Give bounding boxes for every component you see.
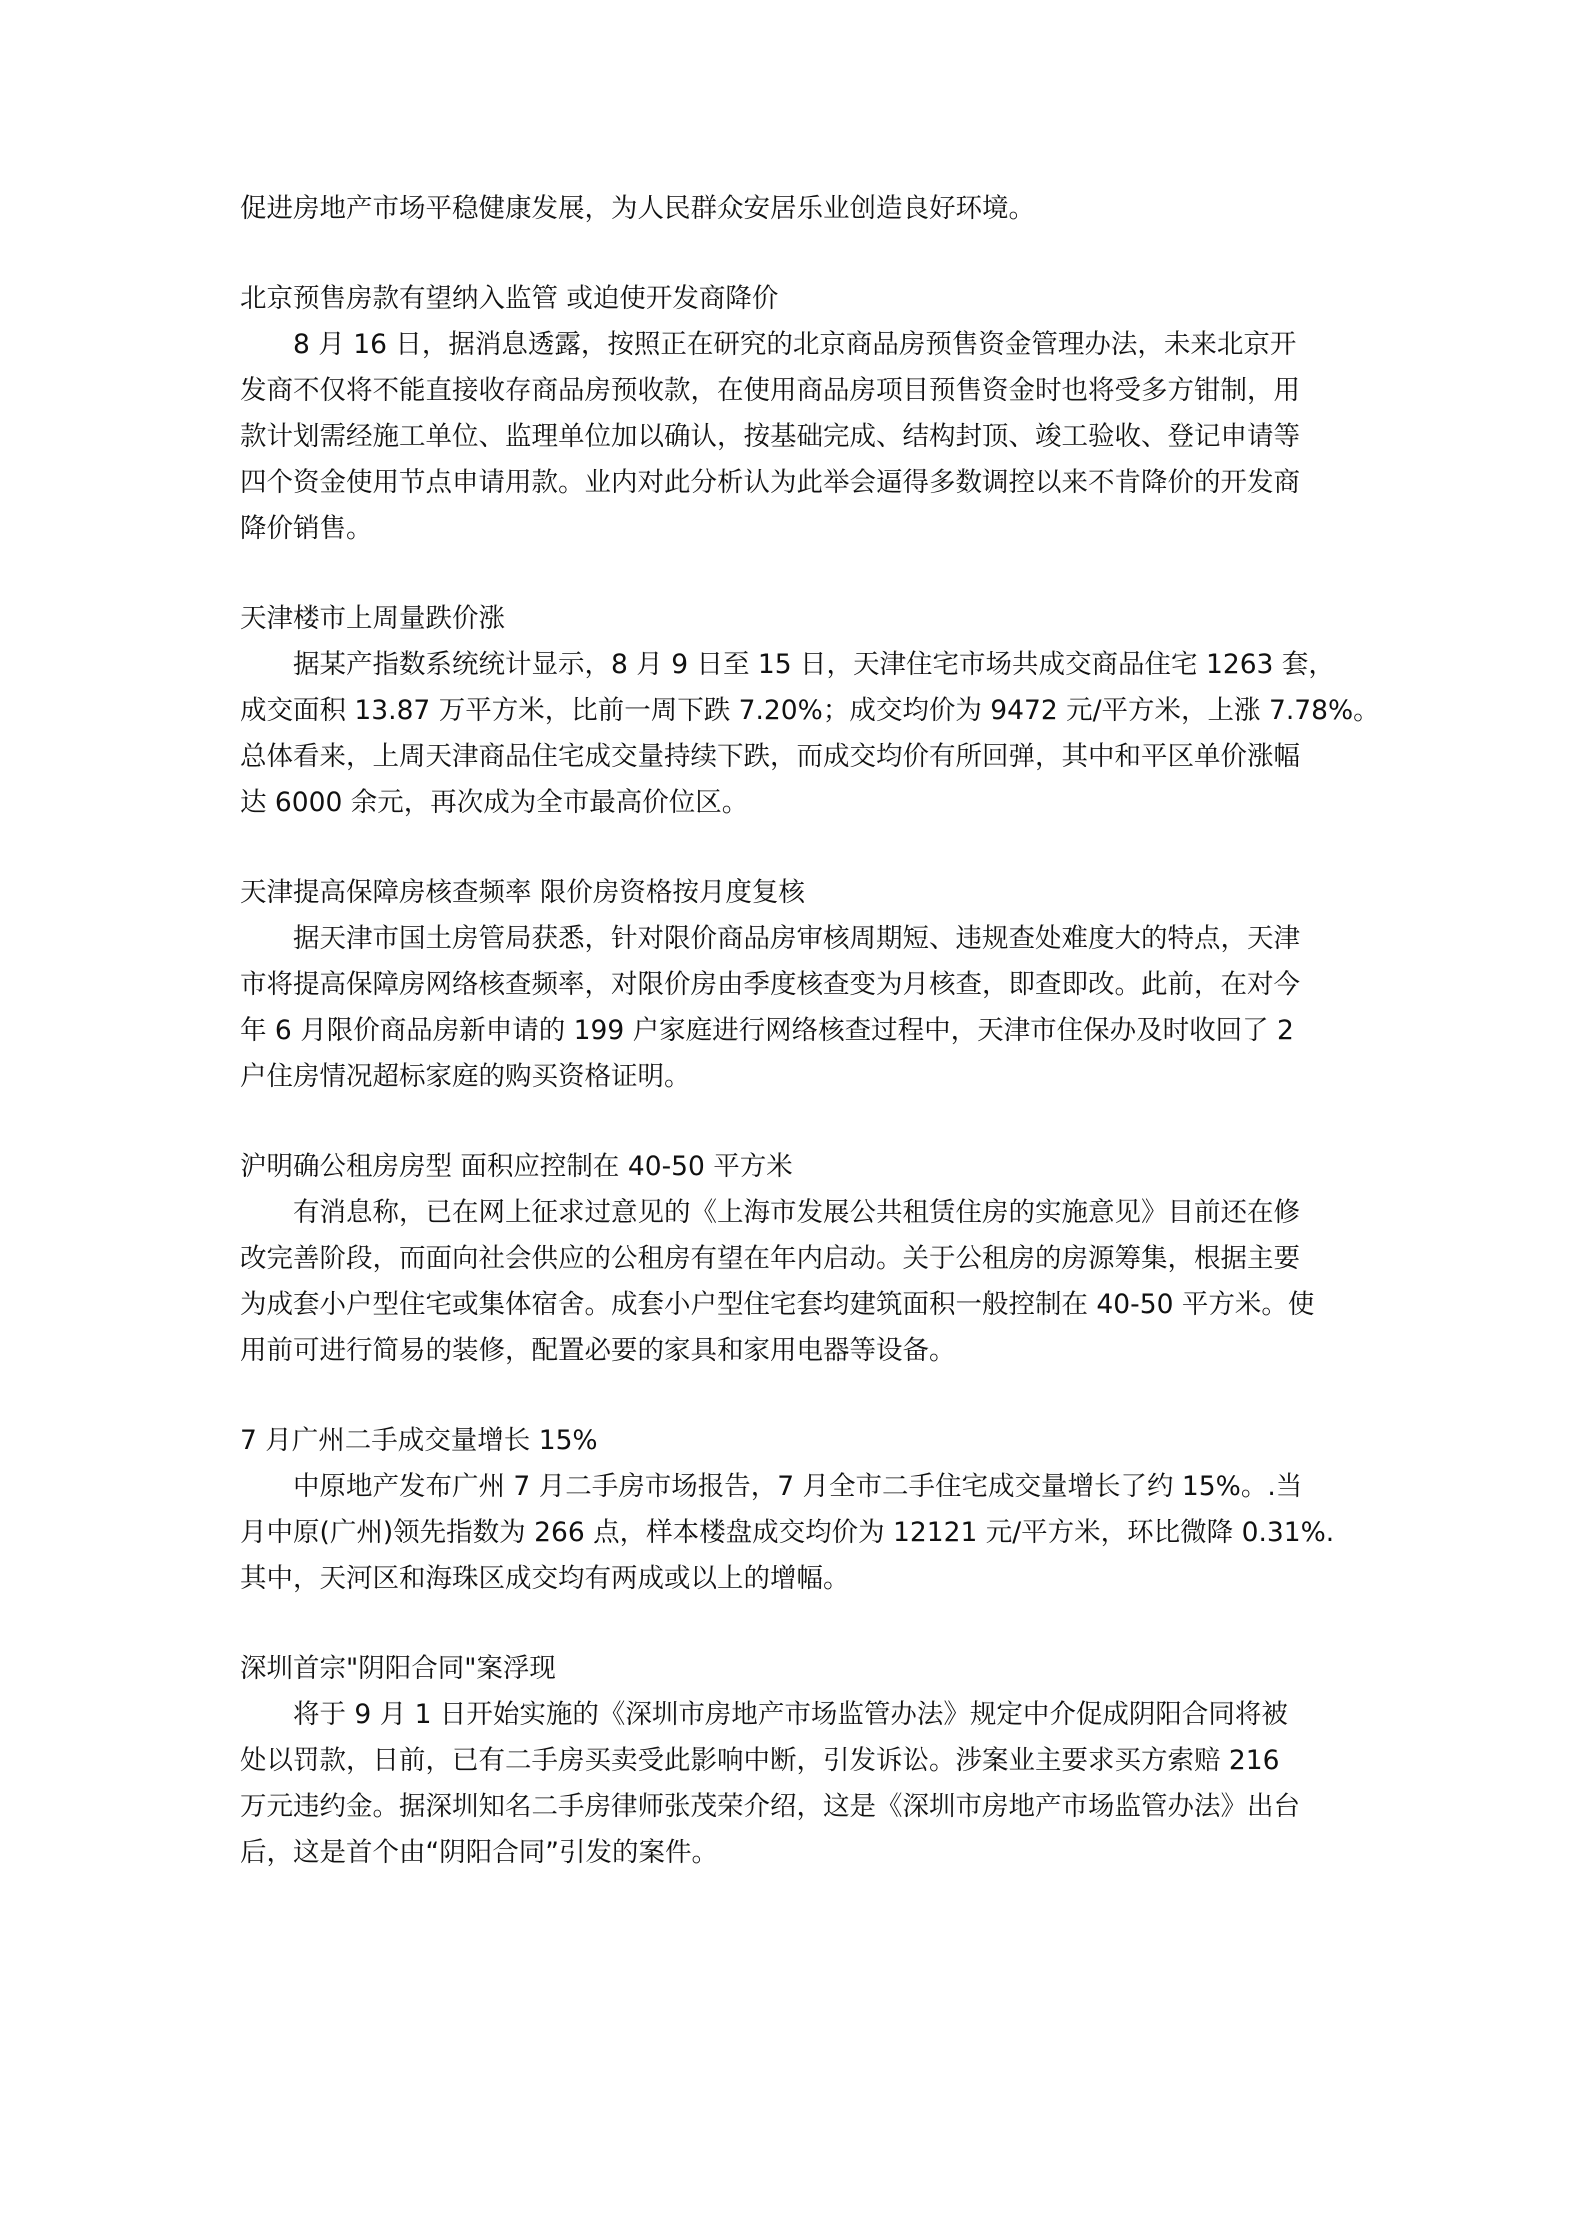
article-body (240, 1692, 1345, 1876)
article-body (240, 322, 1345, 552)
intro-line: 促进房地产市场平稳健康发展，为人民群众安居乐业创造良好环境。 (240, 193, 1035, 224)
body-line: 降价销售。 (240, 513, 373, 544)
article-tianjin-market (240, 596, 1380, 826)
body-line: 万元违约金。据深圳知名二手房律师张茂荣介绍，这是《深圳市房地产市场监管办法》出台 (240, 1791, 1300, 1822)
article-shenzhen-contract (240, 1646, 1345, 1876)
article-beijing-presale (240, 276, 1345, 552)
article-body (240, 1190, 1345, 1374)
document-page (240, 186, 1380, 1876)
article-shanghai-rental (240, 1144, 1345, 1374)
body-line: 后，这是首个由“阴阳合同”引发的案件。 (240, 1837, 718, 1868)
body-line: 有消息称，已在网上征求过意见的《上海市发展公共租赁住房的实施意见》目前还在修 (293, 1197, 1300, 1228)
body-line: 改完善阶段，而面向社会供应的公租房有望在年内启动。关于公租房的房源筹集，根据主要 (240, 1243, 1300, 1274)
article-body (240, 1464, 1345, 1602)
body-line: 其中，天河区和海珠区成交均有两成或以上的增幅。 (240, 1563, 850, 1594)
body-line: 成交面积 13.87 万平方米，比前一周下跌 7.20%；成交均价为 9472 元/平方米，上涨 7.78%。 (240, 695, 1380, 726)
intro-section (240, 186, 1345, 232)
article-headline: 7 月广州二手成交量增长 15% (240, 1425, 598, 1456)
body-line: 市将提高保障房网络核查频率，对限价房由季度核查变为月核查，即查即改。此前，在对今 (240, 969, 1300, 1000)
article-headline: 沪明确公租房房型 面积应控制在 40-50 平方米 (240, 1151, 793, 1182)
body-line: 用前可进行简易的装修，配置必要的家具和家用电器等设备。 (240, 1335, 956, 1366)
body-line: 四个资金使用节点申请用款。业内对此分析认为此举会逼得多数调控以来不肯降价的开发商 (240, 467, 1300, 498)
body-line: 发商不仅将不能直接收存商品房预收款，在使用商品房项目预售资金时也将受多方钳制，用 (240, 375, 1300, 406)
body-line: 达 6000 余元，再次成为全市最高价位区。 (240, 787, 749, 818)
article-headline: 北京预售房款有望纳入监管 或迫使开发商降价 (240, 283, 779, 314)
body-line: 总体看来，上周天津商品住宅成交量持续下跌，而成交均价有所回弹，其中和平区单价涨幅 (240, 741, 1300, 772)
body-line: 据天津市国土房管局获悉，针对限价商品房审核周期短、违规查处难度大的特点，天津 (293, 923, 1300, 954)
article-body (240, 642, 1380, 826)
body-line: 户住房情况超标家庭的购买资格证明。 (240, 1061, 691, 1092)
article-headline: 深圳首宗"阴阳合同"案浮现 (240, 1653, 556, 1684)
body-line: 中原地产发布广州 7 月二手房市场报告，7 月全市二手住宅成交量增长了约 15%。.当 (293, 1471, 1303, 1502)
body-line: 处以罚款，日前，已有二手房买卖受此影响中断，引发诉讼。涉案业主要求买方索赔 216 (240, 1745, 1280, 1776)
body-line: 将于 9 月 1 日开始实施的《深圳市房地产市场监管办法》规定中介促成阴阳合同将被 (293, 1699, 1288, 1730)
body-line: 年 6 月限价商品房新申请的 199 户家庭进行网络核查过程中，天津市住保办及时收回了 2 (240, 1015, 1294, 1046)
body-line: 8 月 16 日，据消息透露，按照正在研究的北京商品房预售资金管理办法，未来北京开 (293, 329, 1297, 360)
body-line: 月中原(广州)领先指数为 266 点，样本楼盘成交均价为 12121 元/平方米，环比微降 0.31%. (240, 1517, 1335, 1548)
body-line: 据某产指数系统统计显示，8 月 9 日至 15 日，天津住宅市场共成交商品住宅 1263 套， (293, 649, 1335, 680)
article-guangzhou-secondhand (240, 1418, 1345, 1602)
article-tianjin-affordable (240, 870, 1345, 1100)
article-headline: 天津提高保障房核查频率 限价房资格按月度复核 (240, 877, 805, 908)
body-line: 款计划需经施工单位、监理单位加以确认，按基础完成、结构封顶、竣工验收、登记申请等 (240, 421, 1300, 452)
article-body (240, 916, 1345, 1100)
article-headline: 天津楼市上周量跌价涨 (240, 603, 505, 634)
body-line: 为成套小户型住宅或集体宿舍。成套小户型住宅套均建筑面积一般控制在 40-50 平方米。使 (240, 1289, 1315, 1320)
